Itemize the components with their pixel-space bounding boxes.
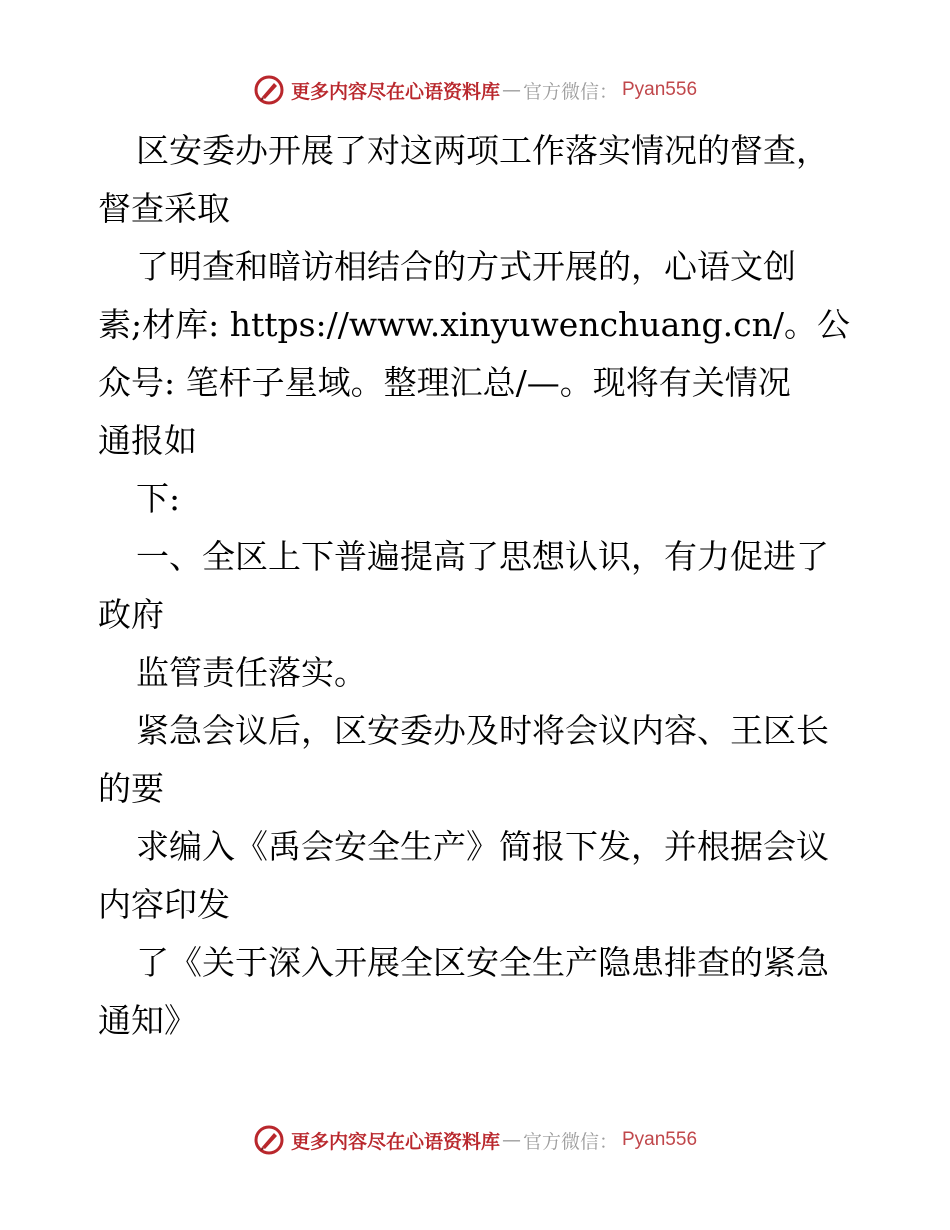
banner-main-text: 更多内容尽在心语资料库 xyxy=(290,80,500,103)
body-line: 了明查和暗访相结合的方式开展的，心语文创 xyxy=(136,247,796,286)
banner-wechat-id: Pyan556 xyxy=(622,79,698,100)
pen-logo-icon xyxy=(253,74,285,106)
banner-dash: — xyxy=(501,79,521,101)
body-line: 监管责任落实。 xyxy=(136,653,367,692)
banner-wechat-id: Pyan556 xyxy=(622,1129,698,1150)
body-line: 通报如 xyxy=(98,421,197,460)
banner-dash: — xyxy=(501,1129,521,1151)
body-line: 了《关于深入开展全区安全生产隐患排查的紧急 xyxy=(136,943,829,982)
body-line: 下: xyxy=(136,479,181,518)
body-line: 求编入《禹会安全生产》简报下发，并根据会议 xyxy=(136,827,829,866)
body-line: 紧急会议后，区安委办及时将会议内容、王区长 xyxy=(136,711,829,750)
body-line: 一、全区上下普遍提高了思想认识，有力促进了 xyxy=(136,537,829,576)
banner-main-text: 更多内容尽在心语资料库 xyxy=(290,1130,500,1153)
footer-watermark-banner xyxy=(0,1120,950,1160)
pen-logo-icon xyxy=(253,1124,285,1156)
document-body xyxy=(98,122,868,1050)
body-line: 素;材库: https://www.xinyuwenchuang.cn/。公 xyxy=(98,305,850,344)
header-watermark-banner xyxy=(0,70,950,110)
body-line: 内容印发 xyxy=(98,885,230,924)
body-line: 政府 xyxy=(98,595,164,634)
body-line: 督查采取 xyxy=(98,189,230,228)
body-line: 众号: 笔杆子星域。整理汇总/—。现将有关情况 xyxy=(98,363,791,402)
body-line: 的要 xyxy=(98,769,164,808)
body-line: 区安委办开展了对这两项工作落实情况的督查， xyxy=(136,131,829,170)
body-line: 通知》 xyxy=(98,1001,197,1040)
banner-wechat-label: 官方微信： xyxy=(522,1130,618,1153)
banner-wechat-label: 官方微信： xyxy=(522,80,618,103)
